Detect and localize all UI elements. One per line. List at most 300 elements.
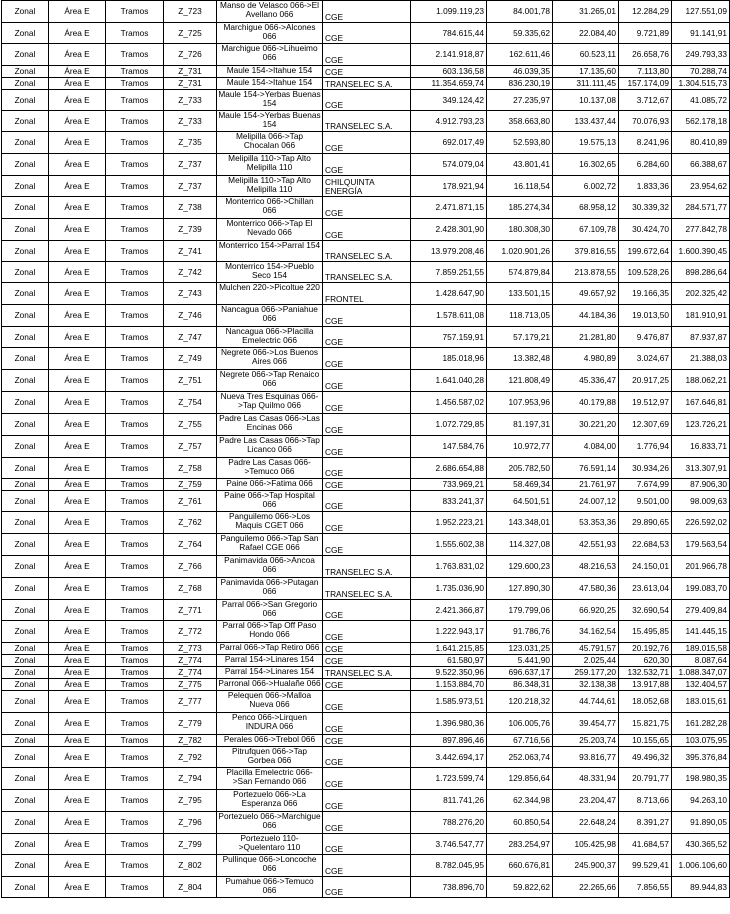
cell-tramo: Monterrico 066->Chillan 066 [217, 197, 323, 219]
cell-value-1: 1.952.223,21 [411, 512, 487, 534]
cell-area: Área E [49, 414, 106, 436]
cell-value-2: 46.039,35 [487, 66, 553, 78]
cell-tramo: Padre Las Casas 066->Las Encinas 066 [217, 414, 323, 436]
cell-code: Z_749 [164, 348, 217, 370]
cell-company: CGE [323, 834, 411, 855]
cell-code: Z_733 [164, 111, 217, 132]
cell-value-2: 1.020.901,26 [487, 241, 553, 262]
cell-value-4: 6.284,60 [619, 154, 672, 176]
cell-code: Z_731 [164, 66, 217, 78]
cell-area: Área E [49, 643, 106, 655]
cell-value-4: 30.339,32 [619, 197, 672, 219]
cell-zone: Zonal [2, 578, 49, 600]
cell-area: Área E [49, 66, 106, 78]
cell-value-2: 836.230,19 [487, 78, 553, 90]
cell-zone: Zonal [2, 197, 49, 219]
cell-type: Tramos [106, 655, 164, 667]
cell-tramo: Maule 154->Itahue 154 [217, 66, 323, 78]
cell-value-1: 1.072.729,85 [411, 414, 487, 436]
cell-value-4: 132.532,71 [619, 667, 672, 679]
cell-value-4: 199.672,64 [619, 241, 672, 262]
cell-area: Área E [49, 111, 106, 132]
cell-value-5: 279.409,84 [672, 600, 730, 621]
cell-value-2: 205.782,50 [487, 458, 553, 479]
cell-value-2: 129.856,64 [487, 768, 553, 790]
cell-value-4: 19.013,50 [619, 305, 672, 327]
cell-value-1: 2.428.301,90 [411, 219, 487, 241]
cell-area: Área E [49, 197, 106, 219]
table-row [2, 241, 730, 262]
cell-code: Z_775 [164, 679, 217, 691]
cell-company: CGE [323, 747, 411, 768]
cell-zone: Zonal [2, 479, 49, 491]
cell-area: Área E [49, 621, 106, 643]
cell-tramo: Maule 154->Yerbas Buenas 154 [217, 111, 323, 132]
cell-value-1: 8.782.045,95 [411, 855, 487, 877]
cell-value-4: 15.495,85 [619, 621, 672, 643]
cell-company: CGE [323, 90, 411, 111]
cell-tramo: Portezuelo 066->La Esperanza 066 [217, 790, 323, 812]
cell-value-4: 32.690,54 [619, 600, 672, 621]
cell-value-5: 198.980,35 [672, 768, 730, 790]
cell-tramo: Penco 066->Lirquen INDURA 066 [217, 713, 323, 735]
cell-code: Z_764 [164, 534, 217, 556]
cell-value-1: 788.276,20 [411, 812, 487, 834]
cell-value-2: 114.327,08 [487, 534, 553, 556]
table-row [2, 111, 730, 132]
table-row [2, 305, 730, 327]
cell-value-4: 620,30 [619, 655, 672, 667]
cell-value-1: 2.141.918,87 [411, 44, 487, 66]
cell-tramo: Parral 066->Tap Retiro 066 [217, 643, 323, 655]
cell-tramo: Maule 154->Yerbas Buenas 154 [217, 90, 323, 111]
cell-value-2: 143.348,01 [487, 512, 553, 534]
cell-tramo: Pullinque 066->Loncoche 066 [217, 855, 323, 877]
cell-value-3: 47.580,36 [553, 578, 619, 600]
cell-value-3: 76.591,14 [553, 458, 619, 479]
cell-value-5: 1.304.515,73 [672, 78, 730, 90]
table-row [2, 283, 730, 305]
table-row [2, 855, 730, 877]
cell-code: Z_725 [164, 23, 217, 44]
cell-value-2: 91.786,76 [487, 621, 553, 643]
cell-code: Z_802 [164, 855, 217, 877]
cell-area: Área E [49, 78, 106, 90]
cell-value-2: 574.879,84 [487, 262, 553, 283]
cell-type: Tramos [106, 812, 164, 834]
cell-code: Z_755 [164, 414, 217, 436]
cell-value-3: 40.179,88 [553, 392, 619, 414]
cell-area: Área E [49, 655, 106, 667]
cell-area: Área E [49, 283, 106, 305]
cell-zone: Zonal [2, 111, 49, 132]
cell-value-3: 24.007,12 [553, 491, 619, 512]
cell-zone: Zonal [2, 877, 49, 898]
cell-zone: Zonal [2, 154, 49, 176]
cell-area: Área E [49, 877, 106, 898]
cell-code: Z_737 [164, 176, 217, 197]
cell-value-5: 562.178,18 [672, 111, 730, 132]
cell-value-3: 66.920,25 [553, 600, 619, 621]
cell-code: Z_738 [164, 197, 217, 219]
cell-value-4: 109.528,26 [619, 262, 672, 283]
cell-tramo: Negrete 066->Los Buenos Aires 066 [217, 348, 323, 370]
cell-value-1: 11.354.659,74 [411, 78, 487, 90]
table-row [2, 735, 730, 747]
cell-value-2: 86.348,31 [487, 679, 553, 691]
cell-value-4: 22.684,53 [619, 534, 672, 556]
cell-value-3: 311.111,45 [553, 78, 619, 90]
cell-value-1: 897.896,46 [411, 735, 487, 747]
cell-company: CHILQUINTA ENERGÍA [323, 176, 411, 197]
cell-value-3: 22.648,24 [553, 812, 619, 834]
cell-type: Tramos [106, 154, 164, 176]
table-row [2, 512, 730, 534]
cell-type: Tramos [106, 111, 164, 132]
cell-value-3: 34.162,54 [553, 621, 619, 643]
table-row [2, 327, 730, 348]
cell-value-3: 45.336,47 [553, 370, 619, 392]
cell-code: Z_758 [164, 458, 217, 479]
cell-value-5: 1.006.106,60 [672, 855, 730, 877]
cell-value-3: 25.203,74 [553, 735, 619, 747]
cell-company: TRANSELEC S.A. [323, 111, 411, 132]
cell-type: Tramos [106, 534, 164, 556]
cell-zone: Zonal [2, 392, 49, 414]
cell-value-2: 5.441,90 [487, 655, 553, 667]
cell-value-3: 10.137,08 [553, 90, 619, 111]
cell-tramo: Nancagua 066->Paniahue 066 [217, 305, 323, 327]
cell-tramo: Panimavida 066->Putagan 066 [217, 578, 323, 600]
cell-company: CGE [323, 534, 411, 556]
cell-area: Área E [49, 834, 106, 855]
cell-company: TRANSELEC S.A. [323, 241, 411, 262]
cell-type: Tramos [106, 197, 164, 219]
cell-area: Área E [49, 512, 106, 534]
cell-area: Área E [49, 578, 106, 600]
cell-tramo: Padre Las Casas 066->Tap Licanco 066 [217, 436, 323, 458]
cell-area: Área E [49, 176, 106, 197]
cell-value-2: 180.308,30 [487, 219, 553, 241]
cell-company: CGE [323, 621, 411, 643]
cell-tramo: Melipilla 110->Tap Alto Melipilla 110 [217, 176, 323, 197]
cell-code: Z_777 [164, 691, 217, 713]
cell-company: CGE [323, 713, 411, 735]
table-row [2, 458, 730, 479]
cell-code: Z_746 [164, 305, 217, 327]
table-row [2, 197, 730, 219]
cell-zone: Zonal [2, 491, 49, 512]
cell-zone: Zonal [2, 735, 49, 747]
cell-value-5: 1.088.347,07 [672, 667, 730, 679]
cell-value-2: 59.822,62 [487, 877, 553, 898]
cell-value-4: 15.821,75 [619, 713, 672, 735]
cell-value-3: 44.184,36 [553, 305, 619, 327]
table-row [2, 747, 730, 768]
table-row [2, 534, 730, 556]
cell-value-4: 30.424,70 [619, 219, 672, 241]
cell-area: Área E [49, 436, 106, 458]
cell-type: Tramos [106, 1, 164, 23]
cell-value-1: 1.763.831,02 [411, 556, 487, 578]
cell-value-3: 22.084,40 [553, 23, 619, 44]
cell-value-4: 30.934,26 [619, 458, 672, 479]
cell-company: TRANSELEC S.A. [323, 78, 411, 90]
cell-area: Área E [49, 327, 106, 348]
cell-value-2: 106.005,76 [487, 713, 553, 735]
cell-zone: Zonal [2, 600, 49, 621]
cell-value-4: 8.713,66 [619, 790, 672, 812]
table-row [2, 643, 730, 655]
cell-value-1: 603.136,58 [411, 66, 487, 78]
cell-company: CGE [323, 23, 411, 44]
cell-code: Z_751 [164, 370, 217, 392]
cell-value-5: 66.388,67 [672, 154, 730, 176]
cell-code: Z_792 [164, 747, 217, 768]
cell-area: Área E [49, 132, 106, 154]
cell-zone: Zonal [2, 812, 49, 834]
table-row [2, 370, 730, 392]
cell-value-3: 105.425,98 [553, 834, 619, 855]
cell-type: Tramos [106, 667, 164, 679]
cell-company: CGE [323, 1, 411, 23]
cell-code: Z_726 [164, 44, 217, 66]
cell-company: CGE [323, 458, 411, 479]
cell-value-3: 259.177,20 [553, 667, 619, 679]
cell-value-1: 1.585.973,51 [411, 691, 487, 713]
cell-value-2: 52.593,80 [487, 132, 553, 154]
cell-type: Tramos [106, 877, 164, 898]
cell-value-5: 188.062,21 [672, 370, 730, 392]
cell-value-2: 129.600,23 [487, 556, 553, 578]
cell-zone: Zonal [2, 667, 49, 679]
cell-tramo: Marchigue 066->Alcones 066 [217, 23, 323, 44]
cell-value-4: 1.776,94 [619, 436, 672, 458]
cell-value-3: 6.002,72 [553, 176, 619, 197]
cell-company: CGE [323, 66, 411, 78]
cell-zone: Zonal [2, 78, 49, 90]
cell-value-1: 1.723.599,74 [411, 768, 487, 790]
cell-company: CGE [323, 479, 411, 491]
cell-type: Tramos [106, 305, 164, 327]
cell-code: Z_747 [164, 327, 217, 348]
cell-company: CGE [323, 305, 411, 327]
table-row [2, 154, 730, 176]
cell-area: Área E [49, 479, 106, 491]
cell-area: Área E [49, 790, 106, 812]
cell-area: Área E [49, 241, 106, 262]
cell-value-5: 23.954,62 [672, 176, 730, 197]
cell-area: Área E [49, 392, 106, 414]
cell-company: CGE [323, 768, 411, 790]
cell-value-1: 1.641.040,28 [411, 370, 487, 392]
cell-value-2: 64.501,51 [487, 491, 553, 512]
cell-type: Tramos [106, 78, 164, 90]
table-row [2, 436, 730, 458]
cell-value-1: 3.442.694,17 [411, 747, 487, 768]
cell-value-5: 127.551,09 [672, 1, 730, 23]
cell-value-1: 733.969,21 [411, 479, 487, 491]
cell-value-5: 161.282,28 [672, 713, 730, 735]
table-row [2, 132, 730, 154]
cell-tramo: Nancagua 066->Placilla Emelectric 066 [217, 327, 323, 348]
cell-value-2: 123.031,25 [487, 643, 553, 655]
cell-value-2: 179.799,06 [487, 600, 553, 621]
cell-value-4: 7.113,80 [619, 66, 672, 78]
cell-code: Z_757 [164, 436, 217, 458]
cell-tramo: Padre Las Casas 066->Temuco 066 [217, 458, 323, 479]
cell-value-5: 202.325,42 [672, 283, 730, 305]
cell-zone: Zonal [2, 348, 49, 370]
cell-value-3: 133.437,44 [553, 111, 619, 132]
cell-area: Área E [49, 534, 106, 556]
table-row [2, 66, 730, 78]
cell-value-3: 213.878,55 [553, 262, 619, 283]
cell-value-5: 70.288,74 [672, 66, 730, 78]
cell-area: Área E [49, 600, 106, 621]
cell-value-3: 32.138,38 [553, 679, 619, 691]
cell-tramo: Paine 066->Fatima 066 [217, 479, 323, 491]
cell-value-1: 574.079,04 [411, 154, 487, 176]
cell-value-3: 379.816,55 [553, 241, 619, 262]
table-row [2, 414, 730, 436]
cell-code: Z_799 [164, 834, 217, 855]
cell-value-3: 48.331,94 [553, 768, 619, 790]
cell-zone: Zonal [2, 643, 49, 655]
cell-value-4: 41.684,57 [619, 834, 672, 855]
cell-value-3: 45.791,57 [553, 643, 619, 655]
cell-code: Z_735 [164, 132, 217, 154]
cell-value-1: 1.456.587,02 [411, 392, 487, 414]
table-row [2, 768, 730, 790]
cell-zone: Zonal [2, 23, 49, 44]
cell-code: Z_754 [164, 392, 217, 414]
cell-value-5: 103.075,95 [672, 735, 730, 747]
cell-value-5: 91.141,91 [672, 23, 730, 44]
cell-value-5: 179.563,54 [672, 534, 730, 556]
cell-value-5: 141.445,15 [672, 621, 730, 643]
cell-area: Área E [49, 370, 106, 392]
cell-tramo: Negrete 066->Tap Renaico 066 [217, 370, 323, 392]
cell-area: Área E [49, 1, 106, 23]
cell-company: CGE [323, 197, 411, 219]
cell-value-1: 692.017,49 [411, 132, 487, 154]
cell-value-2: 62.344,98 [487, 790, 553, 812]
table-row [2, 667, 730, 679]
cell-value-2: 162.611,46 [487, 44, 553, 66]
cell-code: Z_723 [164, 1, 217, 23]
cell-value-1: 1.641.215,85 [411, 643, 487, 655]
cell-value-5: 189.015,58 [672, 643, 730, 655]
cell-value-4: 13.917,88 [619, 679, 672, 691]
cell-tramo: Mulchen 220->Picoltue 220 [217, 283, 323, 305]
cell-value-1: 147.584,76 [411, 436, 487, 458]
cell-area: Área E [49, 262, 106, 283]
cell-value-4: 7.674,99 [619, 479, 672, 491]
cell-value-1: 3.746.547,77 [411, 834, 487, 855]
cell-tramo: Manso de Velasco 066->El Avellano 066 [217, 1, 323, 23]
cell-value-1: 2.686.654,88 [411, 458, 487, 479]
cell-type: Tramos [106, 132, 164, 154]
cell-value-1: 1.396.980,36 [411, 713, 487, 735]
cell-value-1: 833.241,37 [411, 491, 487, 512]
cell-value-1: 13.979.208,46 [411, 241, 487, 262]
cell-tramo: Melipilla 110->Tap Alto Melipilla 110 [217, 154, 323, 176]
cell-value-3: 68.958,12 [553, 197, 619, 219]
cell-type: Tramos [106, 414, 164, 436]
cell-type: Tramos [106, 90, 164, 111]
cell-value-1: 738.896,70 [411, 877, 487, 898]
cell-value-5: 41.085,72 [672, 90, 730, 111]
table-row [2, 600, 730, 621]
cell-zone: Zonal [2, 747, 49, 768]
cell-company: CGE [323, 436, 411, 458]
cell-value-2: 283.254,97 [487, 834, 553, 855]
cell-zone: Zonal [2, 66, 49, 78]
table-row [2, 578, 730, 600]
cell-value-2: 81.197,31 [487, 414, 553, 436]
cell-value-3: 48.216,53 [553, 556, 619, 578]
cell-value-4: 3.712,67 [619, 90, 672, 111]
cell-code: Z_741 [164, 241, 217, 262]
cell-code: Z_768 [164, 578, 217, 600]
cell-type: Tramos [106, 44, 164, 66]
cell-value-4: 157.174,09 [619, 78, 672, 90]
cell-value-2: 133.501,15 [487, 283, 553, 305]
cell-value-3: 21.761,97 [553, 479, 619, 491]
cell-type: Tramos [106, 262, 164, 283]
cell-zone: Zonal [2, 655, 49, 667]
cell-type: Tramos [106, 643, 164, 655]
cell-value-4: 29.890,65 [619, 512, 672, 534]
cell-value-4: 20.192,76 [619, 643, 672, 655]
cell-zone: Zonal [2, 691, 49, 713]
cell-value-2: 118.713,05 [487, 305, 553, 327]
cell-type: Tramos [106, 327, 164, 348]
cell-value-5: 132.404,57 [672, 679, 730, 691]
cell-value-5: 89.944,83 [672, 877, 730, 898]
cell-value-3: 39.454,77 [553, 713, 619, 735]
cell-tramo: Monterrico 154->Parral 154 [217, 241, 323, 262]
cell-value-5: 199.083,70 [672, 578, 730, 600]
cell-zone: Zonal [2, 44, 49, 66]
table-row [2, 176, 730, 197]
cell-zone: Zonal [2, 436, 49, 458]
cell-value-1: 185.018,96 [411, 348, 487, 370]
cell-company: CGE [323, 643, 411, 655]
cell-value-4: 10.155,65 [619, 735, 672, 747]
cell-code: Z_782 [164, 735, 217, 747]
cell-company: CGE [323, 877, 411, 898]
cell-company: TRANSELEC S.A. [323, 262, 411, 283]
cell-company: CGE [323, 735, 411, 747]
cell-zone: Zonal [2, 370, 49, 392]
cell-type: Tramos [106, 578, 164, 600]
cell-type: Tramos [106, 512, 164, 534]
cell-value-4: 8.391,27 [619, 812, 672, 834]
cell-zone: Zonal [2, 679, 49, 691]
cell-company: CGE [323, 655, 411, 667]
cell-value-5: 87.906,30 [672, 479, 730, 491]
cell-zone: Zonal [2, 512, 49, 534]
cell-value-3: 2.025,44 [553, 655, 619, 667]
cell-value-3: 22.265,66 [553, 877, 619, 898]
cell-type: Tramos [106, 768, 164, 790]
cell-company: CGE [323, 414, 411, 436]
cell-type: Tramos [106, 855, 164, 877]
cell-tramo: Nueva Tres Esquinas 066->Tap Quilmo 066 [217, 392, 323, 414]
cell-code: Z_771 [164, 600, 217, 621]
